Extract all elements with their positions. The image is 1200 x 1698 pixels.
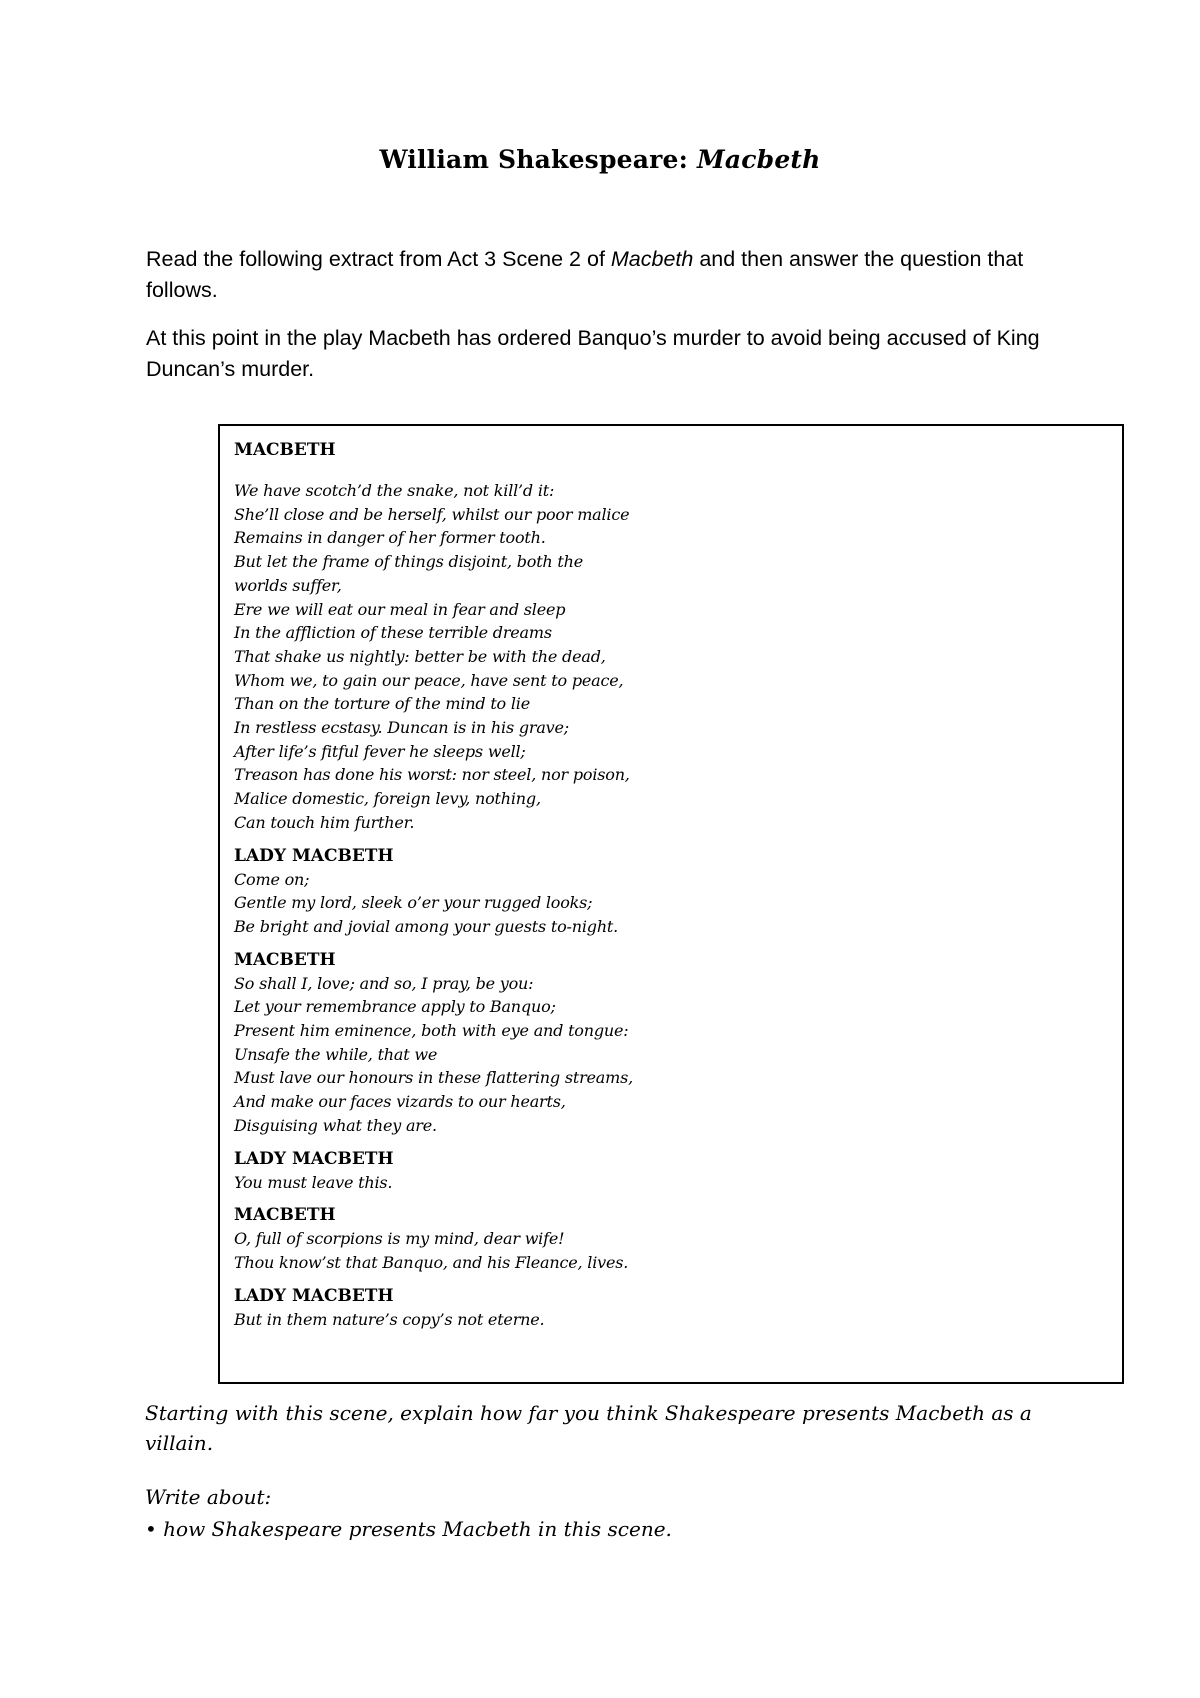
verse-line: worlds suffer,	[234, 575, 342, 595]
extract-box	[218, 424, 1124, 1384]
verse-line: Treason has done his worst: nor steel, nor poison,	[234, 765, 630, 785]
speech-block	[234, 438, 1122, 835]
verse-line: Whom we, to gain our peace, have sent to peace,	[234, 670, 624, 690]
verse-line: Present him eminence, both with eye and tongue:	[234, 1021, 629, 1041]
verse-line: She’ll close and be herself, whilst our poor malice	[234, 504, 630, 524]
speaker-name: LADY MACBETH	[234, 845, 394, 866]
verse-line: Gentle my lord, sleek o’er your rugged looks;	[234, 893, 593, 913]
verse-line: Malice domestic, foreign levy, nothing,	[234, 789, 541, 809]
intro-paragraph-2: At this point in the play Macbeth has ordered Banquo’s murder to avoid being accused of King Duncan’s murder.	[146, 326, 1040, 381]
speech-block	[234, 1203, 1122, 1274]
intro-text-after: and then answer the question that follows.	[146, 247, 1024, 302]
verse-line: Than on the torture of the mind to lie	[234, 694, 530, 714]
speaker-name: MACBETH	[234, 440, 336, 460]
verse-line: Come on;	[234, 869, 310, 889]
verse-line: O, full of scorpions is my mind, dear wife!	[234, 1229, 565, 1249]
write-about-label: Write about:	[145, 1485, 272, 1509]
verse-line: After life’s fitful fever he sleeps well;	[234, 741, 526, 761]
speaker-name: LADY MACBETH	[234, 1148, 394, 1169]
verse-line: Must lave our honours in these flattering streams,	[234, 1068, 634, 1088]
speech-block	[234, 844, 1122, 939]
verse-line: Thou know’st that Banquo, and his Fleance, lives.	[234, 1252, 629, 1272]
verse-line: Can touch him further.	[234, 812, 415, 832]
verse-line: You must leave this.	[234, 1172, 393, 1192]
verse-line: Be bright and jovial among your guests to-night.	[234, 916, 619, 936]
verse-line: Let your remembrance apply to Banquo;	[234, 997, 556, 1017]
write-about-bullet: • how Shakespeare presents Macbeth in this scene.	[145, 1517, 672, 1541]
verse-line: But in them nature’s copy’s not eterne.	[234, 1309, 545, 1329]
verse-line: Remains in danger of her former tooth.	[234, 528, 546, 548]
question-prompt: Starting with this scene, explain how far you think Shakespeare presents Macbeth as a villain.	[145, 1401, 1032, 1455]
verse-line: We have scotch’d the snake, not kill’d it:	[234, 481, 555, 500]
verse-line: But let the frame of things disjoint, both the	[234, 552, 584, 572]
speaker-name: LADY MACBETH	[234, 1285, 394, 1306]
verse-line: And make our faces vizards to our hearts,	[234, 1092, 566, 1112]
speaker-name: MACBETH	[234, 1205, 336, 1226]
speaker-name: MACBETH	[234, 949, 336, 970]
intro-text-before: Read the following extract from Act 3 Scene 2 of	[146, 247, 611, 271]
intro-paragraph-1	[146, 244, 1046, 306]
verse-line: That shake us nightly: better be with the dead,	[234, 646, 606, 666]
speech-block	[234, 1147, 1122, 1195]
title-prefix: William Shakespeare:	[379, 145, 697, 174]
speech-block	[234, 948, 1122, 1138]
speech-block	[234, 1284, 1122, 1332]
verse-line: In restless ecstasy. Duncan is in his grave;	[234, 718, 569, 738]
title-play: Macbeth	[696, 145, 821, 174]
intro-play-name: Macbeth	[610, 247, 694, 271]
verse-line: In the affliction of these terrible dreams	[234, 623, 552, 643]
page-title	[0, 145, 1200, 174]
verse-line: Unsafe the while, that we	[234, 1044, 438, 1064]
verse-line: So shall I, love; and so, I pray, be you:	[234, 973, 534, 993]
verse-line: Ere we will eat our meal in fear and sleep	[234, 599, 566, 619]
verse-line: Disguising what they are.	[234, 1115, 437, 1135]
